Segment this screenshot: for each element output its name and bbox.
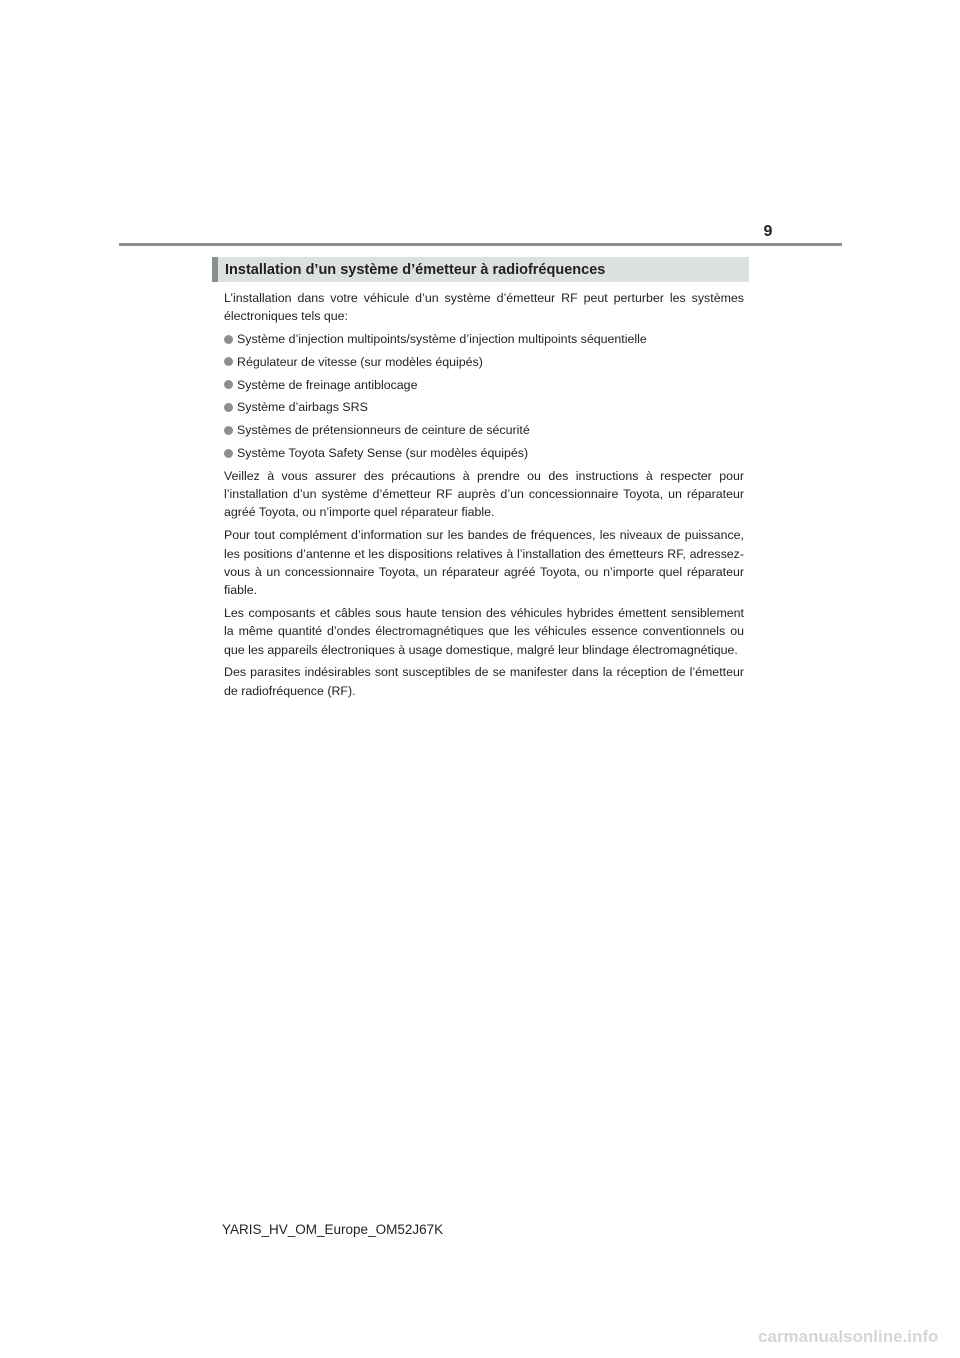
list-item-text: Système d’airbags SRS xyxy=(237,400,368,415)
list-item-text: Système de freinage antiblocage xyxy=(237,377,418,392)
body-paragraph: Des parasites indésirables sont susceptibles de se manifester dans la réception de l’émetteur de radiofréquence (RF). xyxy=(224,665,744,698)
section-header xyxy=(212,257,749,282)
bullet-icon xyxy=(224,449,233,458)
body-paragraph: Les composants et câbles sous haute tension des véhicules hybrides émettent sensiblement la même quantité d’ondes électromagnétiques que les véhicules essence conventionnels ou que les appareils électroniques à usage domestique, malgré leur blindage électromagnétique. xyxy=(224,605,744,657)
list-item xyxy=(224,421,744,439)
intro-paragraph: L’installation dans votre véhicule d’un système d’émetteur RF peut perturber les systèmes électroniques tels que: xyxy=(224,291,744,324)
watermark-text: carmanualsonline.info xyxy=(758,1327,939,1346)
list-item xyxy=(224,398,744,416)
top-rule xyxy=(119,243,842,246)
list-item-text: Système d’injection multipoints/système d’injection multipoints séquentielle xyxy=(237,332,647,347)
section-content xyxy=(224,289,744,704)
footer-document-code: YARIS_HV_OM_Europe_OM52J67K xyxy=(222,1222,444,1237)
list-item xyxy=(224,353,744,371)
list-item-text: Systèmes de prétensionneurs de ceinture de sécurité xyxy=(237,423,530,438)
section-title: Installation d’un système d’émetteur à radiofréquences xyxy=(225,261,606,278)
list-item xyxy=(224,330,744,348)
bullet-icon xyxy=(224,426,233,435)
bullet-list xyxy=(224,330,744,462)
list-item xyxy=(224,444,744,462)
bullet-icon xyxy=(224,403,233,412)
list-item-text: Régulateur de vitesse (sur modèles équipés) xyxy=(237,354,483,369)
body-paragraph: Veillez à vous assurer des précautions à prendre ou des instructions à respecter pour l’installation d’un système d’émetteur RF auprès d’un concessionnaire Toyota, un réparateur agréé Toyota, ou n’importe quel réparateur fiable. xyxy=(224,468,744,520)
body-paragraph: Pour tout complément d’information sur les bandes de fréquences, les niveaux de puissance, les positions d’antenne et les dispositions relatives à l’installation des émetteurs RF, adressez-vous à un concessionnaire Toyota, un réparateur agréé Toyota, ou n’importe quel réparateur fiable. xyxy=(224,528,744,598)
list-item xyxy=(224,376,744,394)
bullet-icon xyxy=(224,357,233,366)
list-item-text: Système Toyota Safety Sense (sur modèles équipés) xyxy=(237,446,529,461)
bullet-icon xyxy=(224,335,233,344)
bullet-icon xyxy=(224,380,233,389)
page-number: 9 xyxy=(763,223,773,240)
